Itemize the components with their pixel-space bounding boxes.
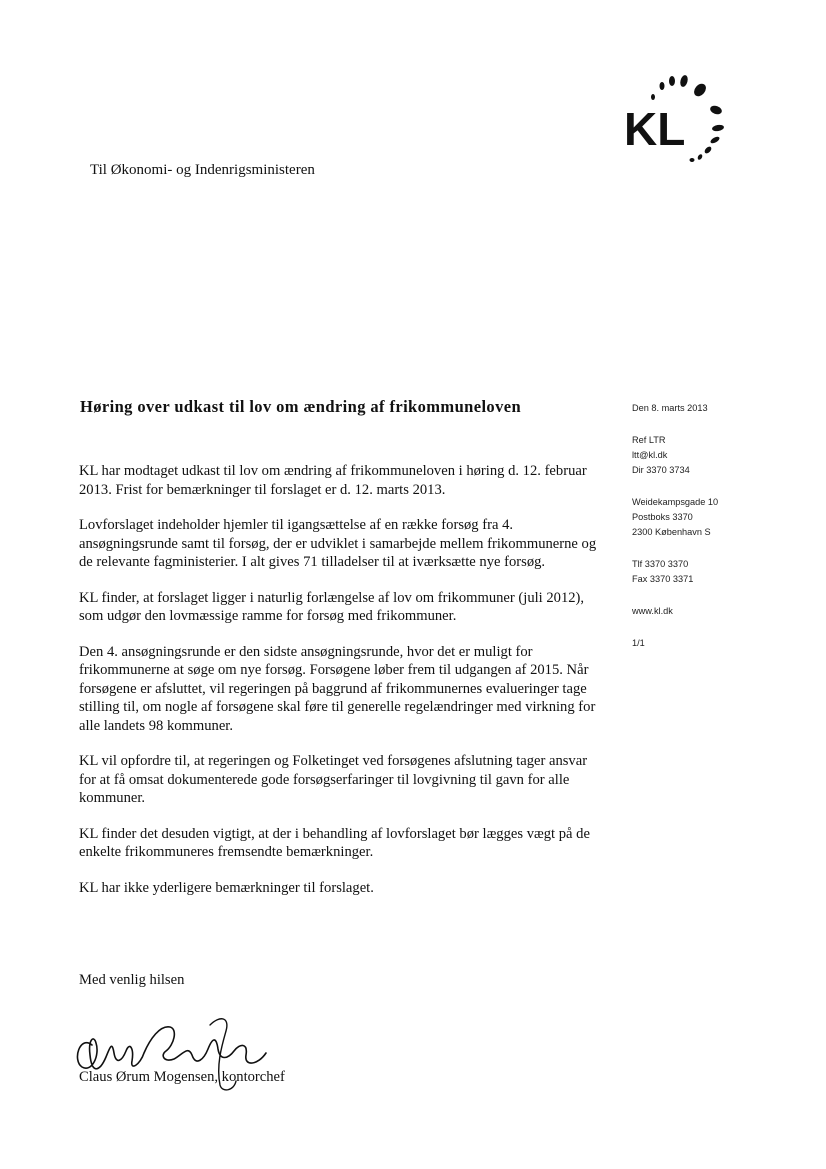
phone: Tlf 3370 3370 (632, 559, 689, 569)
kl-logo (620, 70, 730, 170)
letter-date: Den 8. marts 2013 (632, 403, 708, 413)
letter-body (79, 462, 599, 914)
recipient: Til Økonomi- og Indenrigsministeren (90, 162, 315, 178)
signer-name: Claus Ørum Mogensen, kontorchef (79, 1069, 285, 1085)
website: www.kl.dk (632, 606, 673, 616)
paragraph: KL finder, at forslaget ligger i naturlig forlængelse af lov om frikommuner (juli 2012), som udgør den lovmæssige ramme for forsøg med frikommuner. (79, 589, 585, 624)
email: ltt@kl.dk (632, 450, 668, 460)
po-box: Postboks 3370 (632, 512, 693, 522)
logo-text: KL (624, 103, 686, 155)
page-count: 1/1 (632, 638, 645, 648)
letter-title: Høring over udkast til lov om ændring af frikommuneloven (80, 397, 522, 416)
paragraph: KL har modtaget udkast til lov om ændring af frikommuneloven i høring d. 12. februar 2013. Frist for bemærkninger til forslaget er d. 12. marts 2013. (79, 463, 587, 498)
street-address: Weidekampsgade 10 (632, 497, 719, 507)
fax: Fax 3370 3371 (632, 574, 694, 584)
direct-phone: Dir 3370 3734 (632, 465, 690, 475)
letterhead-sidebar (632, 401, 802, 651)
reference: Ref LTR (632, 435, 666, 445)
paragraph: KL finder det desuden vigtigt, at der i behandling af lovforslaget bør lægges vægt på de enkelte frikommuneres fremsendte bemærkninger. (79, 825, 590, 860)
paragraph: KL har ikke yderligere bemærkninger til forslaget. (79, 879, 374, 896)
city: 2300 København S (632, 527, 711, 537)
closing: Med venlig hilsen (79, 972, 185, 988)
paragraph: Den 4. ansøgningsrunde er den sidste ansøgningsrunde, hvor det er muligt for frikommunerne at søge om nye forsøg. Forsøgene løber frem til udgangen af 2015. Når forsøgene er afsluttet, vil regeringen på baggrund af frikommunernes evalueringer tage stilling til, om nogle af forsøgene skal føre til generelle regelændringer med virkning for alle landets 98 kommuner. (79, 643, 596, 734)
paragraph: KL vil opfordre til, at regeringen og Folketinget ved forsøgenes afslutning tager ansvar for at få omsat dokumenterede gode forsøgserfaringer til lovgivning til gavn for alle kommuner. (79, 753, 588, 806)
paragraph: Lovforslaget indeholder hjemler til igangsættelse af en række forsøg fra 4. ansøgningsrunde samt til forsøg, der er udviklet i samarbejde mellem frikommunerne og de relevante fagministerier. I alt gives 71 tilladelser til at iværksætte nye forsøg. (79, 517, 597, 570)
